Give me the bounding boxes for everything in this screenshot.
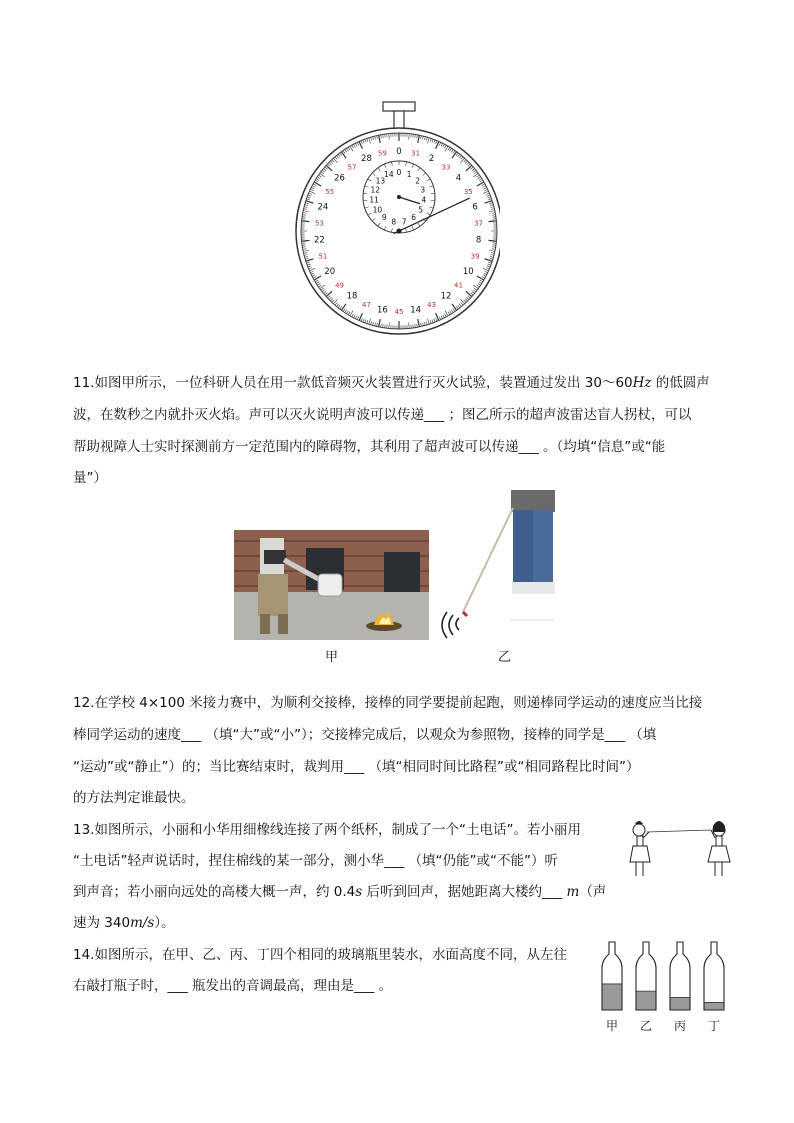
bottle-water — [704, 1002, 724, 1010]
stopwatch-outer-number: 12 — [440, 291, 452, 302]
stopwatch-inner-number: 10 — [372, 205, 383, 215]
stopwatch-inner-number: 7 — [401, 217, 407, 227]
q13-line1: 13.如图所示，小丽和小华用细橡线连接了两个纸杯，制成了一个“土电话”。若小丽用 — [73, 822, 581, 838]
stopwatch-inner-number: 9 — [381, 213, 387, 223]
stopwatch-inner-number: 6 — [411, 213, 417, 223]
stopwatch-inner-number: 5 — [418, 205, 424, 215]
stopwatch-outer-number: 0 — [396, 147, 402, 157]
bottle-water — [602, 984, 622, 1010]
stopwatch-outer-number: 10 — [462, 267, 474, 277]
string-telephone-figure — [625, 818, 743, 882]
stopwatch-outer-number: 37 — [474, 219, 484, 228]
q13-line2: “土电话”轻声说话时，捏住棉线的某一部分，测小华___ （填“仍能”或“不能”）听 — [73, 853, 559, 869]
stopwatch-outer-number: 24 — [317, 202, 329, 213]
caption-jia: 甲 — [325, 650, 339, 665]
q14-line1: 14.如图所示，在甲、乙、丙、丁四个相同的玻璃瓶里装水，水面高度不同，从左往 — [73, 947, 567, 963]
stopwatch-outer-number: 49 — [335, 281, 345, 290]
stopwatch-outer-number: 59 — [377, 149, 387, 158]
stopwatch-tick — [489, 240, 497, 241]
stopwatch-outer-number: 39 — [470, 252, 480, 261]
stopwatch-outer-number: 51 — [318, 252, 328, 261]
smart-cane-photo — [429, 490, 563, 640]
bottle — [602, 942, 622, 1033]
stopwatch-outer-number: 33 — [441, 163, 451, 172]
caption-yi: 乙 — [498, 650, 512, 665]
stopwatch-outer-number: 18 — [346, 291, 358, 302]
stopwatch-inner-number: 3 — [420, 185, 426, 195]
stopwatch-inner-number: 8 — [391, 217, 397, 227]
bottle-water — [636, 991, 656, 1010]
stopwatch-inner-number: 11 — [369, 195, 379, 205]
stopwatch-inner-number: 1 — [406, 170, 412, 180]
stopwatch-outer-number: 8 — [475, 235, 482, 246]
stopwatch-outer-number: 2 — [428, 153, 435, 164]
q12-line1: 12.在学校 4×100 米接力赛中，为顺利交接棒，接棒的同学要提前起跑，则递棒同学运动的速度应当比接 — [73, 695, 703, 711]
stopwatch-outer-number: 20 — [324, 267, 336, 277]
stopwatch-figure — [290, 95, 500, 335]
q12-line2: 棒同学运动的速度___ （填“大”或“小”）；交接棒完成后，以观众为参照物，接棒的同学是___ （填 — [73, 727, 657, 743]
stopwatch-outer-number: 45 — [394, 308, 404, 316]
stopwatch-outer-number: 16 — [376, 305, 388, 316]
stopwatch-tick — [302, 221, 310, 222]
stopwatch-inner-pivot — [397, 195, 401, 199]
stopwatch-outer-number: 57 — [347, 163, 357, 172]
stopwatch-outer-number: 47 — [362, 301, 371, 310]
q11-figure — [233, 490, 563, 665]
glass-bottles-figure — [594, 940, 734, 1035]
q12-line3: “运动”或“静止”）的；当比赛结束时，裁判用___ （填“相同时间比路程”或“相同路程比时间”） — [73, 759, 640, 775]
bottle-outline — [704, 942, 724, 1010]
stopwatch-outer-number: 31 — [411, 149, 421, 158]
stopwatch-outer-number: 22 — [314, 235, 325, 246]
bottle — [636, 942, 656, 1033]
bottle-label: 甲 — [605, 1019, 619, 1033]
bottle — [670, 942, 690, 1033]
stopwatch-outer-number: 53 — [314, 219, 324, 228]
stopwatch-inner-number: 14 — [384, 170, 394, 180]
stopwatch-outer-number: 35 — [463, 188, 473, 196]
bottle-water — [670, 997, 690, 1010]
q14-line2: 右敲打瓶子时，___ 瓶发出的音调最高，理由是___ 。 — [73, 978, 393, 994]
bottle-label: 丙 — [673, 1019, 687, 1033]
fire-extinguisher-photo — [234, 530, 430, 640]
bottle-label: 丁 — [707, 1019, 721, 1033]
stopwatch-outer-number: 43 — [427, 301, 436, 310]
stopwatch-outer-number: 4 — [455, 173, 462, 184]
stopwatch-inner-number: 12 — [370, 185, 380, 195]
q11-line1: 11.如图甲所示，一位科研人员在用一款低音频灭火装置进行灭火试验，装置通过发出 30～60Hz 的低圆声 — [73, 375, 710, 391]
stopwatch-inner-number: 2 — [415, 176, 420, 186]
q11-line3: 帮助视障人士实时探测前方一定范围内的障碍物，其利用了超声波可以传递___ 。（均填“信息”或“能 — [73, 439, 666, 455]
q11-line2: 波，在数秒之内就扑灭火焰。声可以灭火说明声波可以传递___ ；图乙所示的超声波雷达盲人拐杖，可以 — [73, 407, 692, 423]
bottle — [704, 942, 724, 1033]
stopwatch-outer-number: 6 — [472, 202, 478, 213]
stopwatch-tick — [302, 240, 310, 241]
stopwatch-outer-number: 55 — [325, 188, 335, 196]
stopwatch-inner-number: 4 — [421, 195, 427, 205]
stopwatch-inner-number: 0 — [396, 168, 402, 177]
stopwatch-tick — [489, 221, 497, 222]
q11-line4: 量”） — [73, 470, 107, 486]
q12-line4: 的方法判定谁最快。 — [73, 790, 195, 806]
bottle-label: 乙 — [639, 1019, 653, 1033]
q13-line4: 速为 340m/s）。 — [73, 915, 175, 931]
q13-line3: 到声音；若小丽向远处的高楼大概一声，约 0.4s 后听到回声，据她距离大楼约___ m（声 — [73, 884, 607, 900]
stopwatch-outer-number: 26 — [334, 173, 345, 184]
stopwatch-outer-number: 14 — [410, 305, 422, 316]
stopwatch-inner-number: 13 — [375, 176, 386, 186]
stopwatch-pivot — [397, 229, 402, 234]
stopwatch-outer-number: 28 — [361, 153, 372, 164]
stopwatch-outer-number: 41 — [453, 281, 463, 290]
